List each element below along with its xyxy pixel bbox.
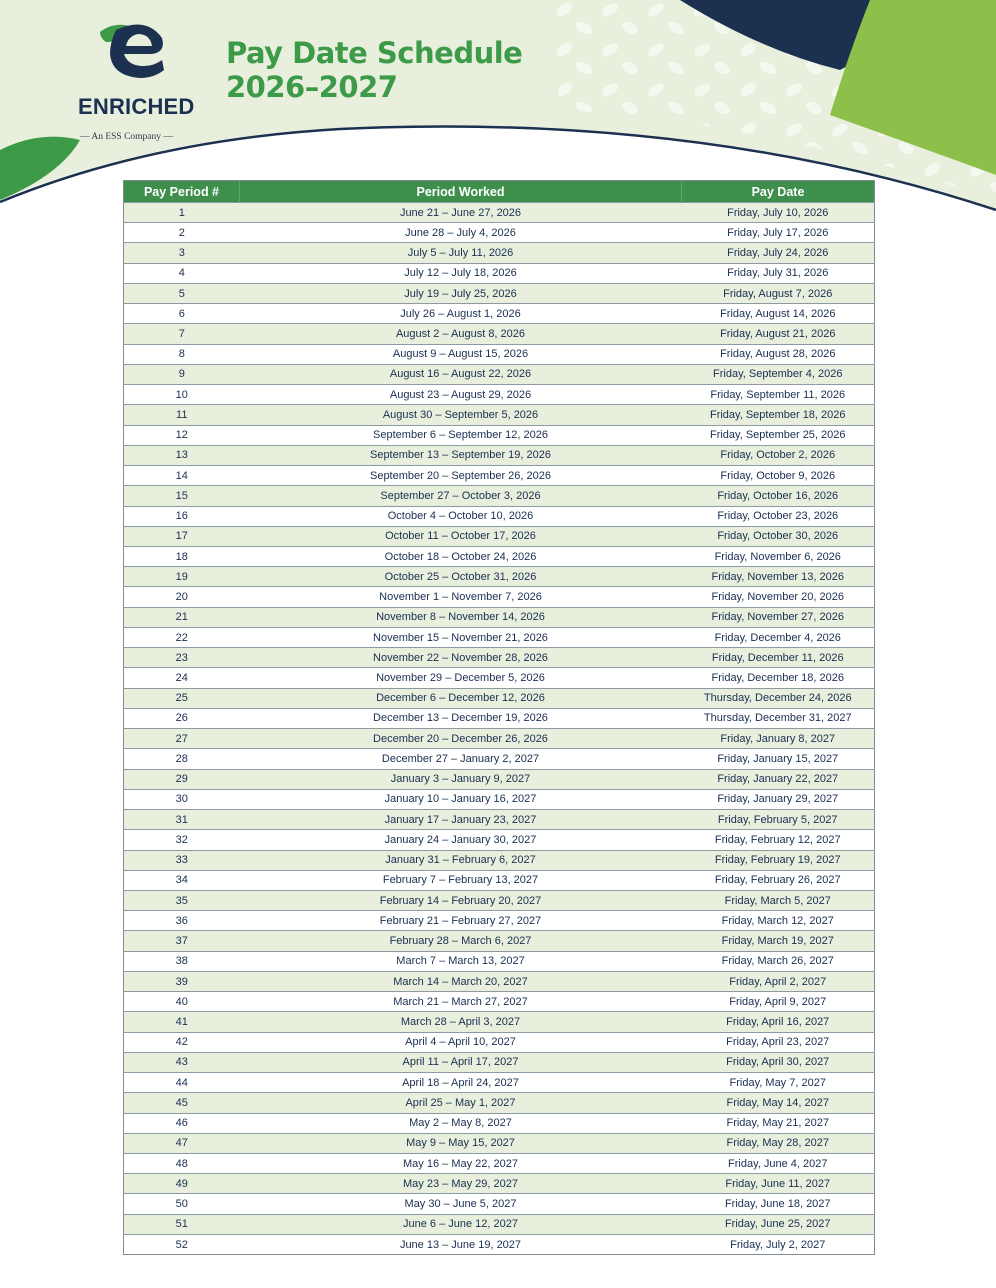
cell-pay-date: Friday, August 28, 2026 xyxy=(682,344,875,364)
table-row xyxy=(124,729,875,749)
cell-pay-date: Friday, December 4, 2026 xyxy=(682,627,875,647)
cell-pay-period: 40 xyxy=(124,992,240,1012)
cell-pay-period: 31 xyxy=(124,810,240,830)
cell-period-worked: February 21 – February 27, 2027 xyxy=(240,911,682,931)
cell-pay-date: Friday, November 27, 2026 xyxy=(682,607,875,627)
cell-pay-date: Friday, August 14, 2026 xyxy=(682,304,875,324)
cell-pay-period: 27 xyxy=(124,729,240,749)
table-row xyxy=(124,870,875,890)
cell-period-worked: February 7 – February 13, 2027 xyxy=(240,870,682,890)
cell-pay-date: Friday, September 18, 2026 xyxy=(682,405,875,425)
cell-pay-date: Friday, November 6, 2026 xyxy=(682,546,875,566)
cell-pay-date: Friday, May 28, 2027 xyxy=(682,1133,875,1153)
cell-period-worked: January 17 – January 23, 2027 xyxy=(240,810,682,830)
table-row xyxy=(124,1032,875,1052)
cell-pay-period: 7 xyxy=(124,324,240,344)
cell-pay-date: Friday, January 22, 2027 xyxy=(682,769,875,789)
cell-period-worked: November 22 – November 28, 2026 xyxy=(240,648,682,668)
cell-pay-period: 13 xyxy=(124,445,240,465)
cell-pay-period: 22 xyxy=(124,627,240,647)
cell-period-worked: June 21 – June 27, 2026 xyxy=(240,203,682,223)
cell-pay-date: Friday, April 30, 2027 xyxy=(682,1052,875,1072)
table-row xyxy=(124,749,875,769)
cell-period-worked: May 23 – May 29, 2027 xyxy=(240,1174,682,1194)
cell-pay-date: Thursday, December 31, 2027 xyxy=(682,708,875,728)
cell-pay-period: 34 xyxy=(124,870,240,890)
cell-pay-date: Friday, May 7, 2027 xyxy=(682,1073,875,1093)
cell-period-worked: August 16 – August 22, 2026 xyxy=(240,364,682,384)
cell-period-worked: September 6 – September 12, 2026 xyxy=(240,425,682,445)
cell-pay-date: Friday, December 18, 2026 xyxy=(682,668,875,688)
table-row xyxy=(124,1174,875,1194)
cell-pay-period: 12 xyxy=(124,425,240,445)
cell-period-worked: August 9 – August 15, 2026 xyxy=(240,344,682,364)
cell-period-worked: August 30 – September 5, 2026 xyxy=(240,405,682,425)
cell-pay-date: Friday, July 2, 2027 xyxy=(682,1234,875,1254)
cell-pay-date: Friday, January 15, 2027 xyxy=(682,749,875,769)
cell-pay-date: Friday, April 9, 2027 xyxy=(682,992,875,1012)
table-row xyxy=(124,283,875,303)
table-row xyxy=(124,769,875,789)
cell-period-worked: November 15 – November 21, 2026 xyxy=(240,627,682,647)
cell-pay-period: 30 xyxy=(124,789,240,809)
cell-period-worked: May 16 – May 22, 2027 xyxy=(240,1154,682,1174)
table-row xyxy=(124,344,875,364)
cell-pay-date: Friday, March 26, 2027 xyxy=(682,951,875,971)
cell-pay-date: Friday, March 5, 2027 xyxy=(682,890,875,910)
cell-pay-period: 25 xyxy=(124,688,240,708)
cell-period-worked: July 5 – July 11, 2026 xyxy=(240,243,682,263)
cell-pay-date: Friday, October 23, 2026 xyxy=(682,506,875,526)
cell-pay-date: Friday, October 9, 2026 xyxy=(682,466,875,486)
cell-pay-date: Friday, July 10, 2026 xyxy=(682,203,875,223)
table-row xyxy=(124,850,875,870)
cell-pay-period: 36 xyxy=(124,911,240,931)
cell-pay-period: 18 xyxy=(124,546,240,566)
cell-pay-date: Friday, February 12, 2027 xyxy=(682,830,875,850)
table-row xyxy=(124,1012,875,1032)
cell-pay-date: Friday, May 14, 2027 xyxy=(682,1093,875,1113)
cell-pay-date: Friday, September 11, 2026 xyxy=(682,385,875,405)
cell-period-worked: November 1 – November 7, 2026 xyxy=(240,587,682,607)
cell-pay-date: Friday, July 31, 2026 xyxy=(682,263,875,283)
cell-period-worked: May 2 – May 8, 2027 xyxy=(240,1113,682,1133)
cell-period-worked: March 21 – March 27, 2027 xyxy=(240,992,682,1012)
table-row xyxy=(124,1093,875,1113)
cell-period-worked: June 6 – June 12, 2027 xyxy=(240,1214,682,1234)
cell-pay-period: 32 xyxy=(124,830,240,850)
table-row xyxy=(124,708,875,728)
table-row xyxy=(124,648,875,668)
title-line-2: 2026–2027 xyxy=(226,70,398,104)
cell-pay-date: Friday, December 11, 2026 xyxy=(682,648,875,668)
title-line-1: Pay Date Schedule xyxy=(226,36,523,70)
enriched-logo xyxy=(78,18,206,142)
cell-pay-date: Friday, October 2, 2026 xyxy=(682,445,875,465)
cell-pay-date: Friday, November 20, 2026 xyxy=(682,587,875,607)
cell-pay-period: 39 xyxy=(124,971,240,991)
cell-pay-period: 45 xyxy=(124,1093,240,1113)
cell-period-worked: January 3 – January 9, 2027 xyxy=(240,769,682,789)
cell-pay-period: 8 xyxy=(124,344,240,364)
pay-schedule-table-container xyxy=(123,180,874,1255)
cell-period-worked: March 7 – March 13, 2027 xyxy=(240,951,682,971)
cell-pay-date: Friday, March 19, 2027 xyxy=(682,931,875,951)
cell-pay-period: 52 xyxy=(124,1234,240,1254)
cell-pay-period: 37 xyxy=(124,931,240,951)
cell-pay-period: 46 xyxy=(124,1113,240,1133)
cell-period-worked: December 6 – December 12, 2026 xyxy=(240,688,682,708)
cell-pay-period: 29 xyxy=(124,769,240,789)
cell-pay-period: 21 xyxy=(124,607,240,627)
cell-pay-date: Friday, April 16, 2027 xyxy=(682,1012,875,1032)
cell-pay-period: 50 xyxy=(124,1194,240,1214)
cell-period-worked: May 9 – May 15, 2027 xyxy=(240,1133,682,1153)
cell-period-worked: March 28 – April 3, 2027 xyxy=(240,1012,682,1032)
cell-pay-date: Friday, October 30, 2026 xyxy=(682,526,875,546)
cell-pay-period: 49 xyxy=(124,1174,240,1194)
cell-period-worked: January 24 – January 30, 2027 xyxy=(240,830,682,850)
cell-pay-date: Friday, May 21, 2027 xyxy=(682,1113,875,1133)
cell-pay-date: Friday, August 21, 2026 xyxy=(682,324,875,344)
cell-period-worked: December 20 – December 26, 2026 xyxy=(240,729,682,749)
cell-period-worked: January 10 – January 16, 2027 xyxy=(240,789,682,809)
cell-pay-date: Friday, February 19, 2027 xyxy=(682,850,875,870)
cell-period-worked: October 18 – October 24, 2026 xyxy=(240,546,682,566)
cell-pay-period: 26 xyxy=(124,708,240,728)
cell-pay-date: Friday, January 8, 2027 xyxy=(682,729,875,749)
cell-period-worked: October 25 – October 31, 2026 xyxy=(240,567,682,587)
cell-pay-period: 5 xyxy=(124,283,240,303)
cell-period-worked: September 27 – October 3, 2026 xyxy=(240,486,682,506)
table-row xyxy=(124,1113,875,1133)
table-row xyxy=(124,931,875,951)
cell-pay-date: Friday, September 4, 2026 xyxy=(682,364,875,384)
table-row xyxy=(124,304,875,324)
cell-pay-date: Thursday, December 24, 2026 xyxy=(682,688,875,708)
table-row xyxy=(124,688,875,708)
logo-wordmark: ENRICHED xyxy=(78,94,195,119)
table-row xyxy=(124,890,875,910)
table-header-row xyxy=(124,181,875,203)
table-row xyxy=(124,506,875,526)
table-row xyxy=(124,1052,875,1072)
cell-pay-period: 4 xyxy=(124,263,240,283)
table-row xyxy=(124,1214,875,1234)
table-row xyxy=(124,668,875,688)
cell-period-worked: June 28 – July 4, 2026 xyxy=(240,223,682,243)
cell-pay-period: 15 xyxy=(124,486,240,506)
cell-pay-period: 48 xyxy=(124,1154,240,1174)
cell-period-worked: January 31 – February 6, 2027 xyxy=(240,850,682,870)
cell-period-worked: November 8 – November 14, 2026 xyxy=(240,607,682,627)
cell-pay-period: 47 xyxy=(124,1133,240,1153)
cell-pay-date: Friday, June 11, 2027 xyxy=(682,1174,875,1194)
cell-period-worked: July 19 – July 25, 2026 xyxy=(240,283,682,303)
cell-period-worked: October 4 – October 10, 2026 xyxy=(240,506,682,526)
table-row xyxy=(124,223,875,243)
cell-period-worked: April 4 – April 10, 2027 xyxy=(240,1032,682,1052)
column-header-pay-period: Pay Period # xyxy=(124,181,240,203)
table-row xyxy=(124,911,875,931)
cell-period-worked: July 12 – July 18, 2026 xyxy=(240,263,682,283)
page-title xyxy=(226,36,522,104)
table-row xyxy=(124,385,875,405)
table-row xyxy=(124,466,875,486)
cell-period-worked: April 25 – May 1, 2027 xyxy=(240,1093,682,1113)
cell-period-worked: September 20 – September 26, 2026 xyxy=(240,466,682,486)
table-row xyxy=(124,1234,875,1254)
cell-pay-period: 35 xyxy=(124,890,240,910)
cell-pay-period: 23 xyxy=(124,648,240,668)
cell-pay-date: Friday, July 24, 2026 xyxy=(682,243,875,263)
cell-pay-date: Friday, January 29, 2027 xyxy=(682,789,875,809)
cell-pay-date: Friday, June 18, 2027 xyxy=(682,1194,875,1214)
table-row xyxy=(124,546,875,566)
cell-pay-period: 43 xyxy=(124,1052,240,1072)
cell-pay-date: Friday, April 23, 2027 xyxy=(682,1032,875,1052)
table-body xyxy=(124,203,875,1255)
cell-pay-date: Friday, July 17, 2026 xyxy=(682,223,875,243)
cell-period-worked: May 30 – June 5, 2027 xyxy=(240,1194,682,1214)
table-row xyxy=(124,425,875,445)
cell-pay-period: 11 xyxy=(124,405,240,425)
table-row xyxy=(124,567,875,587)
logo-tagline: — An ESS Company — xyxy=(80,132,173,142)
cell-pay-date: Friday, February 26, 2027 xyxy=(682,870,875,890)
cell-period-worked: June 13 – June 19, 2027 xyxy=(240,1234,682,1254)
enriched-e-icon xyxy=(96,18,170,80)
cell-pay-date: Friday, June 4, 2027 xyxy=(682,1154,875,1174)
cell-pay-period: 2 xyxy=(124,223,240,243)
table-row xyxy=(124,1194,875,1214)
cell-pay-date: Friday, April 2, 2027 xyxy=(682,971,875,991)
table-row xyxy=(124,486,875,506)
table-row xyxy=(124,830,875,850)
table-row xyxy=(124,1133,875,1153)
cell-pay-date: Friday, October 16, 2026 xyxy=(682,486,875,506)
cell-period-worked: April 18 – April 24, 2027 xyxy=(240,1073,682,1093)
cell-period-worked: April 11 – April 17, 2027 xyxy=(240,1052,682,1072)
table-row xyxy=(124,405,875,425)
table-row xyxy=(124,263,875,283)
cell-pay-period: 20 xyxy=(124,587,240,607)
cell-pay-period: 28 xyxy=(124,749,240,769)
table-row xyxy=(124,607,875,627)
table-row xyxy=(124,587,875,607)
cell-period-worked: November 29 – December 5, 2026 xyxy=(240,668,682,688)
table-row xyxy=(124,1154,875,1174)
cell-period-worked: September 13 – September 19, 2026 xyxy=(240,445,682,465)
table-row xyxy=(124,203,875,223)
cell-period-worked: October 11 – October 17, 2026 xyxy=(240,526,682,546)
cell-pay-date: Friday, February 5, 2027 xyxy=(682,810,875,830)
pay-schedule-table xyxy=(123,180,875,1255)
cell-pay-period: 41 xyxy=(124,1012,240,1032)
cell-period-worked: December 27 – January 2, 2027 xyxy=(240,749,682,769)
table-row xyxy=(124,364,875,384)
cell-pay-date: Friday, June 25, 2027 xyxy=(682,1214,875,1234)
cell-pay-period: 51 xyxy=(124,1214,240,1234)
cell-period-worked: August 23 – August 29, 2026 xyxy=(240,385,682,405)
table-row xyxy=(124,951,875,971)
table-row xyxy=(124,789,875,809)
table-row xyxy=(124,992,875,1012)
cell-pay-date: Friday, September 25, 2026 xyxy=(682,425,875,445)
cell-pay-period: 17 xyxy=(124,526,240,546)
cell-pay-period: 42 xyxy=(124,1032,240,1052)
cell-pay-period: 6 xyxy=(124,304,240,324)
table-row xyxy=(124,810,875,830)
cell-period-worked: March 14 – March 20, 2027 xyxy=(240,971,682,991)
column-header-period-worked: Period Worked xyxy=(240,181,682,203)
cell-pay-period: 14 xyxy=(124,466,240,486)
cell-pay-period: 33 xyxy=(124,850,240,870)
cell-pay-date: Friday, August 7, 2026 xyxy=(682,283,875,303)
table-row xyxy=(124,1073,875,1093)
table-row xyxy=(124,526,875,546)
table-row xyxy=(124,324,875,344)
cell-pay-date: Friday, March 12, 2027 xyxy=(682,911,875,931)
cell-period-worked: February 28 – March 6, 2027 xyxy=(240,931,682,951)
table-row xyxy=(124,971,875,991)
cell-period-worked: August 2 – August 8, 2026 xyxy=(240,324,682,344)
cell-pay-period: 3 xyxy=(124,243,240,263)
column-header-pay-date: Pay Date xyxy=(682,181,875,203)
cell-pay-period: 1 xyxy=(124,203,240,223)
cell-pay-period: 44 xyxy=(124,1073,240,1093)
cell-pay-period: 19 xyxy=(124,567,240,587)
cell-period-worked: July 26 – August 1, 2026 xyxy=(240,304,682,324)
cell-period-worked: December 13 – December 19, 2026 xyxy=(240,708,682,728)
cell-pay-period: 38 xyxy=(124,951,240,971)
cell-pay-period: 24 xyxy=(124,668,240,688)
cell-pay-period: 10 xyxy=(124,385,240,405)
table-row xyxy=(124,445,875,465)
table-row xyxy=(124,243,875,263)
cell-period-worked: February 14 – February 20, 2027 xyxy=(240,890,682,910)
table-row xyxy=(124,627,875,647)
cell-pay-period: 9 xyxy=(124,364,240,384)
cell-pay-period: 16 xyxy=(124,506,240,526)
cell-pay-date: Friday, November 13, 2026 xyxy=(682,567,875,587)
